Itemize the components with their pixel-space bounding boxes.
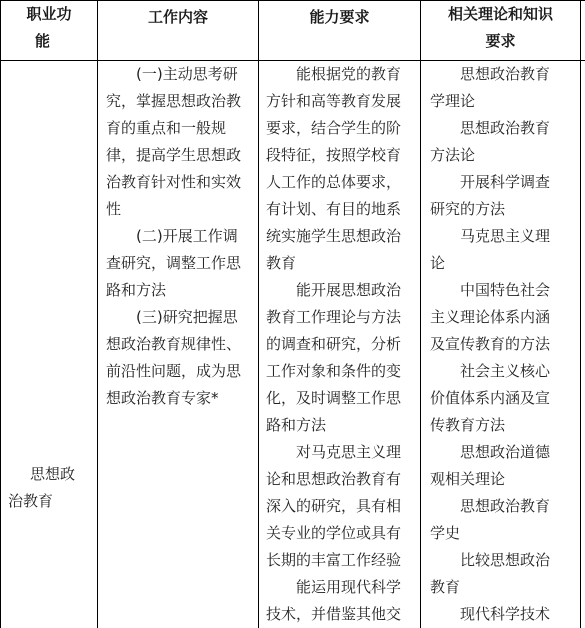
work-line: 路和方法 [106,281,167,299]
function-line2: 治教育 [8,492,54,510]
knowledge-line: 学理论 [430,92,476,110]
header-work-content-label: 工作内容 [147,8,208,26]
header-function-line1: 职业功 [26,5,72,23]
work-line: 前沿性问题，成为思 [106,362,242,380]
function-cell [8,461,86,515]
knowledge-line: 教育 [430,578,461,596]
ability-line: 段特征，按照学校育 [266,146,402,164]
ability-line: 要求，结合学生的阶 [266,119,402,137]
knowledge-line: 比较思想政治 [460,551,551,569]
ability-line: 统实施学生思想政治 [266,227,402,245]
knowledge-line: 现代科学技术 [460,605,551,623]
knowledge-line: 社会主义核心 [460,362,551,380]
work-line: (一)主动思考研 [136,65,238,83]
header-knowledge-line2: 要求 [485,32,516,50]
work-line: 想政治教育专家* [106,389,219,407]
knowledge-line: 方法论 [430,146,476,164]
function-line1: 思想政 [30,465,76,483]
ability-line: 的调查和研究，分析 [266,335,402,353]
knowledge-line: 思想政治教育 [460,497,551,515]
ability-line: 教育 [266,254,297,272]
work-line: 律，提高学生思想政 [106,146,242,164]
header-knowledge-line1: 相关理论和知识 [447,5,553,23]
knowledge-line: 中国特色社会 [460,281,551,299]
knowledge-cell [430,61,578,628]
table-border-right [580,0,581,628]
header-function-line2: 能 [35,32,51,50]
knowledge-line: 观相关理论 [430,470,506,488]
header-ability-label: 能力要求 [309,8,370,26]
ability-line: 有计划、有目的地系 [266,200,402,218]
knowledge-line: 思想政治道德 [460,443,551,461]
ability-line: 工作对象和条件的变 [266,362,402,380]
table-border-left [0,0,1,628]
work-line: 究，掌握思想政治教 [106,92,242,110]
work-line: 育的重点和一般规 [106,119,227,137]
ability-cell [266,61,418,628]
column-divider-2 [258,0,259,628]
ability-line: 能根据党的教育 [296,65,402,83]
column-divider-3 [420,0,421,628]
knowledge-line: 价值体系内涵及宣 [430,389,551,407]
header-work-content [98,1,258,60]
ability-line: 长期的丰富工作经验 [266,551,402,569]
ability-line: 方针和高等教育发展 [266,92,402,110]
knowledge-line: 思想政治教育 [460,119,551,137]
ability-line: 深入的研究，具有相 [266,497,402,515]
knowledge-line: 开展科学调查 [460,173,551,191]
knowledge-line: 主义理论体系内涵 [430,308,551,326]
knowledge-line: 马克思主义理 [460,227,551,245]
ability-line: 人工作的总体要求， [266,173,402,191]
knowledge-line: 论 [430,254,446,272]
header-knowledge [421,1,580,60]
knowledge-line: 传教育方法 [430,416,506,434]
ability-line: 路和方法 [266,416,327,434]
work-content-cell [106,61,256,412]
work-line: (二)开展工作调 [136,227,238,245]
knowledge-line: 研究的方法 [430,200,506,218]
knowledge-line: 学史 [430,524,461,542]
ability-line: 关专业的学位或具有 [266,524,402,542]
work-line: 性 [106,200,122,218]
header-function [1,1,97,60]
ability-line: 对马克思主义理 [296,443,402,461]
ability-line: 技术，并借鉴其他交 [266,605,402,623]
ability-line: 能开展思想政治 [296,281,402,299]
column-divider-1 [97,0,98,628]
work-line: 想政治教育规律性、 [106,335,242,353]
work-line: 查研究，调整工作思 [106,254,242,272]
work-line: (三)研究把握思 [136,308,238,326]
ability-line: 教育工作理论与方法 [266,308,402,326]
ability-line: 化，及时调整工作思 [266,389,402,407]
ability-line: 能运用现代科学 [296,578,402,596]
header-ability [259,1,420,60]
knowledge-line: 及宣传教育的方法 [430,335,551,353]
work-line: 治教育针对性和实效 [106,173,242,191]
knowledge-line: 思想政治教育 [460,65,551,83]
ability-line: 论和思想政治教育有 [266,470,402,488]
